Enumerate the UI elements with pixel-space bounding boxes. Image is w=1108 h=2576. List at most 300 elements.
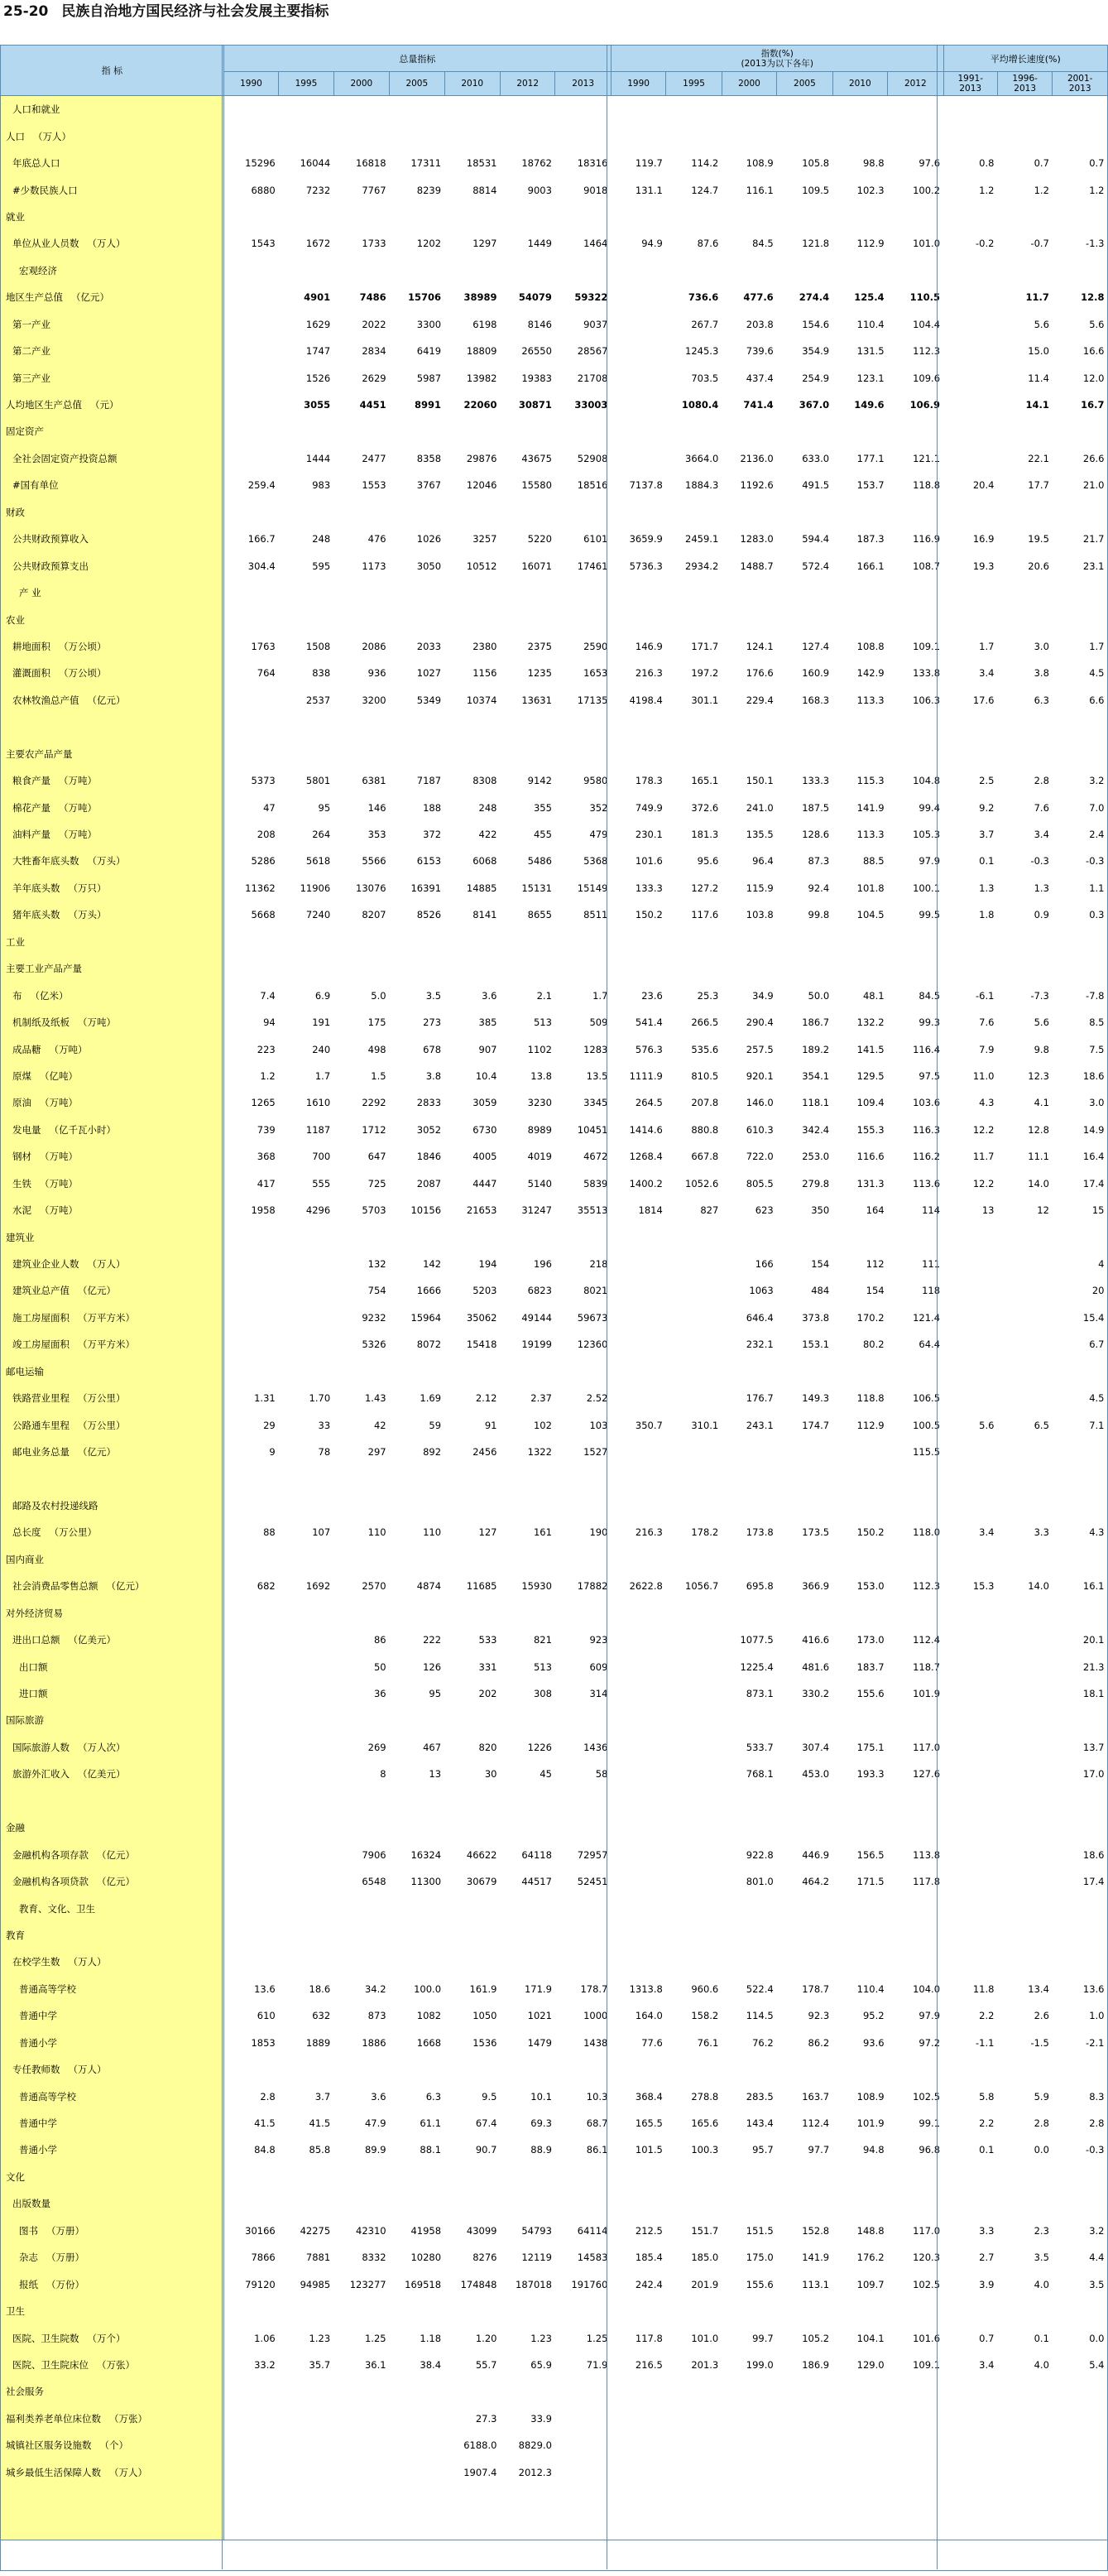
data-cell: [832, 2056, 887, 2083]
row-label: [1, 1385, 224, 1411]
data-cell: 5801: [305, 775, 331, 787]
data-cell: 632: [312, 2010, 331, 2022]
data-cell: [444, 2486, 500, 2512]
row-label-text: 农业: [6, 613, 25, 626]
data-cell: 768.1: [746, 1768, 774, 1781]
row-label: [1, 2244, 224, 2271]
data-cell: 749.9: [635, 801, 663, 814]
table-row: [1, 1117, 1108, 1143]
data-cell: 110.5: [909, 291, 941, 304]
data-cell: 149.3: [802, 1392, 830, 1405]
data-cell: [500, 606, 554, 632]
data-cell: -0.3: [1086, 855, 1105, 867]
data-cell: [997, 955, 1052, 982]
data-cell: 9: [269, 1446, 276, 1459]
data-cell: [223, 1922, 278, 1949]
data-cell: [1053, 204, 1108, 230]
data-cell: 0.3: [1089, 909, 1105, 921]
table-row: [1, 606, 1108, 632]
row-unit: （万吨）: [59, 801, 97, 814]
data-cell: 2.5: [979, 775, 995, 787]
data-cell: [333, 2432, 389, 2458]
data-cell: 1444: [305, 452, 331, 464]
data-cell: [666, 1331, 722, 1358]
data-cell: 101.9: [856, 2117, 885, 2130]
data-cell: 93.6: [862, 2036, 885, 2049]
data-cell: [1053, 1358, 1108, 1385]
table-row: [1, 123, 1108, 149]
data-cell: [943, 2405, 997, 2432]
data-cell: 801.0: [746, 1876, 774, 1888]
data-cell: [611, 1277, 665, 1304]
row-unit: （万吨）: [59, 775, 97, 787]
data-cell: 1.5: [371, 1069, 386, 1082]
data-cell: [888, 2298, 943, 2324]
data-cell: -0.7: [1030, 238, 1049, 250]
data-cell: [223, 2405, 278, 2432]
data-cell: 17311: [410, 157, 442, 170]
data-cell: 2537: [305, 694, 331, 706]
row-label-text: 杂志: [19, 2252, 38, 2264]
data-cell: 1056.7: [685, 1580, 719, 1593]
data-cell: 8991: [415, 399, 442, 411]
data-cell: [832, 2378, 887, 2405]
data-cell: 92.4: [808, 882, 830, 894]
row-label: [1, 1653, 224, 1680]
data-cell: [722, 1600, 776, 1627]
data-cell: [666, 1439, 722, 1465]
data-cell: 1.25: [586, 2332, 608, 2344]
data-cell: 127.4: [802, 640, 830, 652]
data-cell: 8332: [362, 2252, 386, 2264]
data-cell: 372.6: [691, 801, 719, 814]
data-cell: [223, 257, 278, 284]
data-cell: [333, 1922, 389, 1949]
data-cell: [500, 955, 554, 982]
data-cell: [888, 1895, 943, 1921]
data-cell: [832, 1465, 887, 1492]
table-row: [1, 2083, 1108, 2109]
data-cell: 17461: [577, 560, 608, 572]
table-row: [1, 445, 1108, 472]
data-cell: [832, 1707, 887, 1733]
data-cell: [1053, 418, 1108, 445]
data-cell: [611, 1358, 665, 1385]
data-cell: 385: [478, 1016, 497, 1029]
data-cell: [666, 2405, 722, 2432]
data-cell: 106.3: [913, 694, 941, 706]
table-number: 25-20: [3, 3, 49, 20]
data-cell: 1747: [305, 345, 331, 358]
table-row: [1, 1976, 1108, 2002]
data-cell: [611, 1627, 665, 1653]
data-cell: [500, 2298, 554, 2324]
data-cell: 223: [257, 1043, 276, 1055]
data-cell: [500, 2164, 554, 2190]
data-cell: 121.8: [802, 238, 830, 250]
data-cell: 269: [367, 1741, 386, 1753]
data-cell: 6.7: [1089, 1338, 1105, 1351]
data-cell: 118: [922, 1285, 941, 1297]
data-cell: 189.2: [802, 1043, 830, 1055]
data-cell: 76.1: [697, 2036, 719, 2049]
table-row: [1, 1411, 1108, 1438]
data-cell: 67.4: [475, 2117, 497, 2130]
data-cell: 14885: [466, 882, 497, 894]
data-cell: 1.1: [1089, 882, 1105, 894]
data-cell: 12.2: [972, 1123, 995, 1136]
data-cell: 290.4: [746, 1016, 774, 1029]
data-cell: 17135: [577, 694, 608, 706]
data-cell: 185.4: [635, 2252, 663, 2264]
index-year-header: 2000: [722, 72, 776, 96]
row-unit: （元）: [90, 399, 119, 411]
data-cell: 555: [312, 1177, 331, 1189]
data-cell: 14.9: [1082, 1123, 1105, 1136]
data-cell: [223, 1707, 278, 1733]
row-unit: （万吨）: [40, 1097, 78, 1109]
data-cell: 810.5: [691, 1069, 719, 1082]
data-cell: 150.2: [856, 1526, 885, 1539]
row-label: [1, 1922, 224, 1949]
data-cell: 266.5: [691, 1016, 719, 1029]
row-label-text: 普通高等学校: [19, 2090, 76, 2103]
data-cell: [444, 1814, 500, 1841]
data-cell: 52908: [577, 452, 608, 464]
table-row: [1, 1519, 1108, 1545]
data-cell: [279, 1814, 333, 1841]
data-cell: 35513: [577, 1204, 608, 1217]
data-cell: [943, 1600, 997, 1627]
data-cell: [500, 1465, 554, 1492]
data-cell: 2.8: [260, 2090, 276, 2103]
index-group-header: 指数(%) (2013为以下各年): [611, 46, 943, 72]
data-cell: [279, 2378, 333, 2405]
data-cell: 522.4: [746, 1982, 774, 1995]
data-cell: [888, 257, 943, 284]
data-cell: [722, 1358, 776, 1385]
data-cell: 1.7: [314, 1069, 331, 1082]
row-unit: （万公里）: [49, 1526, 97, 1539]
data-cell: [279, 2432, 333, 2458]
data-cell: 739: [257, 1123, 276, 1136]
data-cell: 191: [312, 1016, 331, 1029]
data-cell: [500, 1949, 554, 1975]
data-cell: [1053, 2486, 1108, 2512]
data-cell: 273: [423, 1016, 442, 1029]
data-cell: [888, 1788, 943, 1814]
data-cell: 7232: [305, 184, 331, 196]
data-cell: [500, 1814, 554, 1841]
row-label: [1, 982, 224, 1008]
data-cell: 95.7: [752, 2144, 774, 2156]
data-cell: [279, 2405, 333, 2432]
data-cell: 8239: [416, 184, 442, 196]
data-cell: 10156: [410, 1204, 442, 1217]
data-cell: [666, 123, 722, 149]
data-cell: [333, 257, 389, 284]
data-cell: [333, 2459, 389, 2486]
data-cell: 1297: [472, 238, 497, 250]
data-cell: [832, 1814, 887, 1841]
total-year-header: 2000: [333, 72, 389, 96]
data-cell: 94.8: [862, 2144, 885, 2156]
row-label: [1, 1519, 224, 1545]
data-cell: 30679: [466, 1876, 497, 1888]
row-unit: （万份）: [46, 2278, 84, 2290]
data-cell: 132.2: [856, 1016, 885, 1029]
data-cell: 34.2: [364, 1982, 386, 1995]
row-label-text: 主要农产品产量: [6, 747, 73, 760]
data-cell: [888, 2164, 943, 2190]
row-label-text: 福利类养老单位床位数: [6, 2412, 101, 2425]
data-cell: [333, 1949, 389, 1975]
data-cell: [611, 2432, 665, 2458]
data-cell: 6153: [416, 855, 442, 867]
data-cell: 3659.9: [629, 533, 663, 545]
data-cell: [722, 2164, 776, 2190]
data-cell: [611, 338, 665, 364]
row-label-text: 出口额: [19, 1660, 48, 1673]
data-cell: 10280: [410, 2252, 442, 2264]
row-label: [1, 875, 224, 901]
data-cell: 18.6: [1082, 1848, 1105, 1861]
row-label-text: 财政: [6, 506, 25, 518]
data-cell: [722, 1465, 776, 1492]
data-cell: 72957: [577, 1848, 608, 1861]
row-label: [1, 499, 224, 526]
data-cell: 161: [533, 1526, 552, 1539]
data-cell: 100.0: [414, 1982, 442, 1995]
data-cell: [722, 257, 776, 284]
data-cell: 8511: [583, 909, 608, 921]
data-cell: 1.2: [979, 184, 995, 196]
data-cell: [611, 204, 665, 230]
data-cell: 123277: [349, 2278, 386, 2290]
data-cell: [500, 1546, 554, 1573]
data-cell: 176.2: [856, 2252, 885, 2264]
data-cell: [997, 1868, 1052, 1895]
data-cell: 1666: [416, 1285, 442, 1297]
data-cell: [279, 1277, 333, 1304]
data-cell: 20: [1091, 1285, 1105, 1297]
data-cell: 2136.0: [740, 452, 774, 464]
row-unit: （万平方米）: [78, 1311, 135, 1324]
data-cell: 41958: [410, 2224, 442, 2237]
data-cell: 7906: [362, 1848, 386, 1861]
data-cell: 1050: [472, 2010, 497, 2022]
data-cell: [666, 1707, 722, 1733]
data-cell: 106.5: [913, 1392, 941, 1405]
data-cell: 1.25: [364, 2332, 386, 2344]
data-cell: [223, 1868, 278, 1895]
data-cell: [666, 1627, 722, 1653]
data-cell: 1.06: [254, 2332, 276, 2344]
data-cell: 8655: [527, 909, 552, 921]
data-cell: 112.4: [913, 1634, 941, 1646]
data-cell: [444, 1546, 500, 1573]
data-cell: 8308: [472, 775, 497, 787]
data-cell: [223, 311, 278, 338]
data-cell: 116.1: [746, 184, 774, 196]
data-cell: [832, 499, 887, 526]
row-label: [1, 1761, 224, 1787]
row-unit: （万人）: [87, 238, 126, 250]
data-cell: 155.6: [856, 1688, 885, 1700]
data-cell: 156.5: [856, 1848, 885, 1861]
data-cell: 8: [380, 1768, 386, 1781]
data-cell: 187.5: [802, 801, 830, 814]
data-cell: 1000: [583, 2010, 608, 2022]
data-cell: [943, 1841, 997, 1867]
row-label-text: 邮路及农村投递线路: [12, 1499, 98, 1511]
data-cell: [666, 1680, 722, 1707]
data-cell: [943, 2432, 997, 2458]
data-cell: 350.7: [635, 1419, 663, 1431]
data-cell: [223, 2459, 278, 2486]
data-cell: [1053, 741, 1108, 767]
data-cell: 118.7: [913, 1660, 941, 1673]
data-cell: [666, 1895, 722, 1921]
table-row: [1, 1841, 1108, 1867]
data-cell: 5140: [527, 1177, 552, 1189]
data-cell: 178.7: [580, 1982, 608, 1995]
data-cell: 1.2: [1034, 184, 1049, 196]
data-cell: 21.7: [1082, 533, 1105, 545]
data-cell: [390, 741, 444, 767]
data-cell: 417: [257, 1177, 276, 1189]
data-cell: [1053, 499, 1108, 526]
data-cell: 1672: [305, 238, 331, 250]
data-cell: [832, 929, 887, 955]
row-label: [1, 2486, 224, 2512]
data-cell: 47.9: [364, 2117, 386, 2130]
data-cell: 176.7: [746, 1392, 774, 1405]
data-cell: 240: [312, 1043, 331, 1055]
data-cell: [722, 741, 776, 767]
data-cell: 35.7: [309, 2358, 331, 2371]
data-cell: [279, 1492, 333, 1519]
data-cell: [943, 606, 997, 632]
table-row: [1, 230, 1108, 257]
table-row: [1, 1465, 1108, 1492]
data-cell: 2.52: [586, 1392, 608, 1405]
data-cell: 2.1: [536, 989, 552, 1002]
data-cell: 125.4: [854, 291, 885, 304]
data-cell: 160.9: [802, 667, 830, 680]
table-row: [1, 552, 1108, 579]
data-cell: 16.6: [1082, 345, 1105, 358]
row-label-text: 钢材: [12, 1151, 31, 1163]
table-row: [1, 472, 1108, 498]
data-cell: 355: [533, 801, 552, 814]
data-cell: 18516: [577, 479, 608, 492]
table-row: [1, 875, 1108, 901]
data-cell: [611, 1949, 665, 1975]
data-cell: 0.7: [1034, 157, 1049, 170]
data-cell: [777, 2190, 832, 2217]
data-cell: [333, 1223, 389, 1250]
data-cell: 151.5: [746, 2224, 774, 2237]
data-cell: [777, 1949, 832, 1975]
data-cell: 0.0: [1089, 2332, 1105, 2344]
data-cell: 171.9: [524, 1982, 552, 1995]
table-row: [1, 1734, 1108, 1761]
data-cell: [390, 579, 444, 606]
data-cell: 5.0: [371, 989, 386, 1002]
data-cell: [611, 2164, 665, 2190]
data-cell: [777, 2459, 832, 2486]
data-cell: 11.1: [1028, 1151, 1049, 1163]
data-cell: [997, 1627, 1052, 1653]
data-cell: 153.0: [856, 1580, 885, 1593]
data-cell: [223, 1949, 278, 1975]
data-cell: [390, 1492, 444, 1519]
row-unit: （个）: [99, 2439, 128, 2452]
data-cell: 248: [478, 801, 497, 814]
table-row: [1, 579, 1108, 606]
row-unit: （万个）: [87, 2332, 126, 2344]
row-label-text: 国际旅游: [6, 1714, 44, 1727]
data-cell: 22060: [463, 399, 497, 411]
data-cell: [390, 1922, 444, 1949]
row-label: [1, 1358, 224, 1385]
data-cell: [279, 1251, 333, 1277]
data-cell: [943, 955, 997, 982]
data-cell: 7187: [416, 775, 442, 787]
data-cell: 330.2: [802, 1688, 830, 1700]
data-cell: 481.6: [802, 1660, 830, 1673]
data-cell: 149.6: [854, 399, 885, 411]
row-unit: （万只）: [68, 882, 107, 894]
row-unit: （万人）: [68, 1956, 107, 1968]
data-cell: [333, 2190, 389, 2217]
data-cell: 14.1: [1025, 399, 1049, 411]
data-cell: 6068: [472, 855, 497, 867]
data-cell: 131.1: [635, 184, 663, 196]
data-cell: [500, 257, 554, 284]
data-cell: 175.0: [746, 2252, 774, 2264]
data-cell: 99.5: [919, 909, 941, 921]
data-cell: [223, 1546, 278, 1573]
data-cell: [943, 741, 997, 767]
data-cell: [279, 418, 333, 445]
index-year-header: 2012: [888, 72, 943, 96]
row-label: [1, 176, 224, 203]
data-cell: [390, 2190, 444, 2217]
data-cell: [611, 1223, 665, 1250]
data-cell: [666, 1358, 722, 1385]
data-cell: 1553: [362, 479, 386, 492]
row-label: [1, 1841, 224, 1867]
data-cell: 242.4: [635, 2278, 663, 2290]
data-cell: 41.5: [254, 2117, 276, 2130]
data-cell: 1.70: [309, 1392, 331, 1405]
data-cell: [555, 1492, 611, 1519]
data-cell: [500, 714, 554, 740]
data-cell: 120.3: [913, 2252, 941, 2264]
data-cell: 1536: [472, 2036, 497, 2049]
data-cell: 80.2: [862, 1338, 885, 1351]
data-cell: 8526: [416, 909, 442, 921]
data-cell: 94985: [300, 2278, 331, 2290]
data-cell: [997, 2512, 1052, 2540]
row-label: [1, 606, 224, 632]
row-unit: （亿美元）: [68, 1634, 116, 1646]
data-cell: [279, 2164, 333, 2190]
table-row: [1, 1223, 1108, 1250]
data-cell: 960.6: [691, 1982, 719, 1995]
